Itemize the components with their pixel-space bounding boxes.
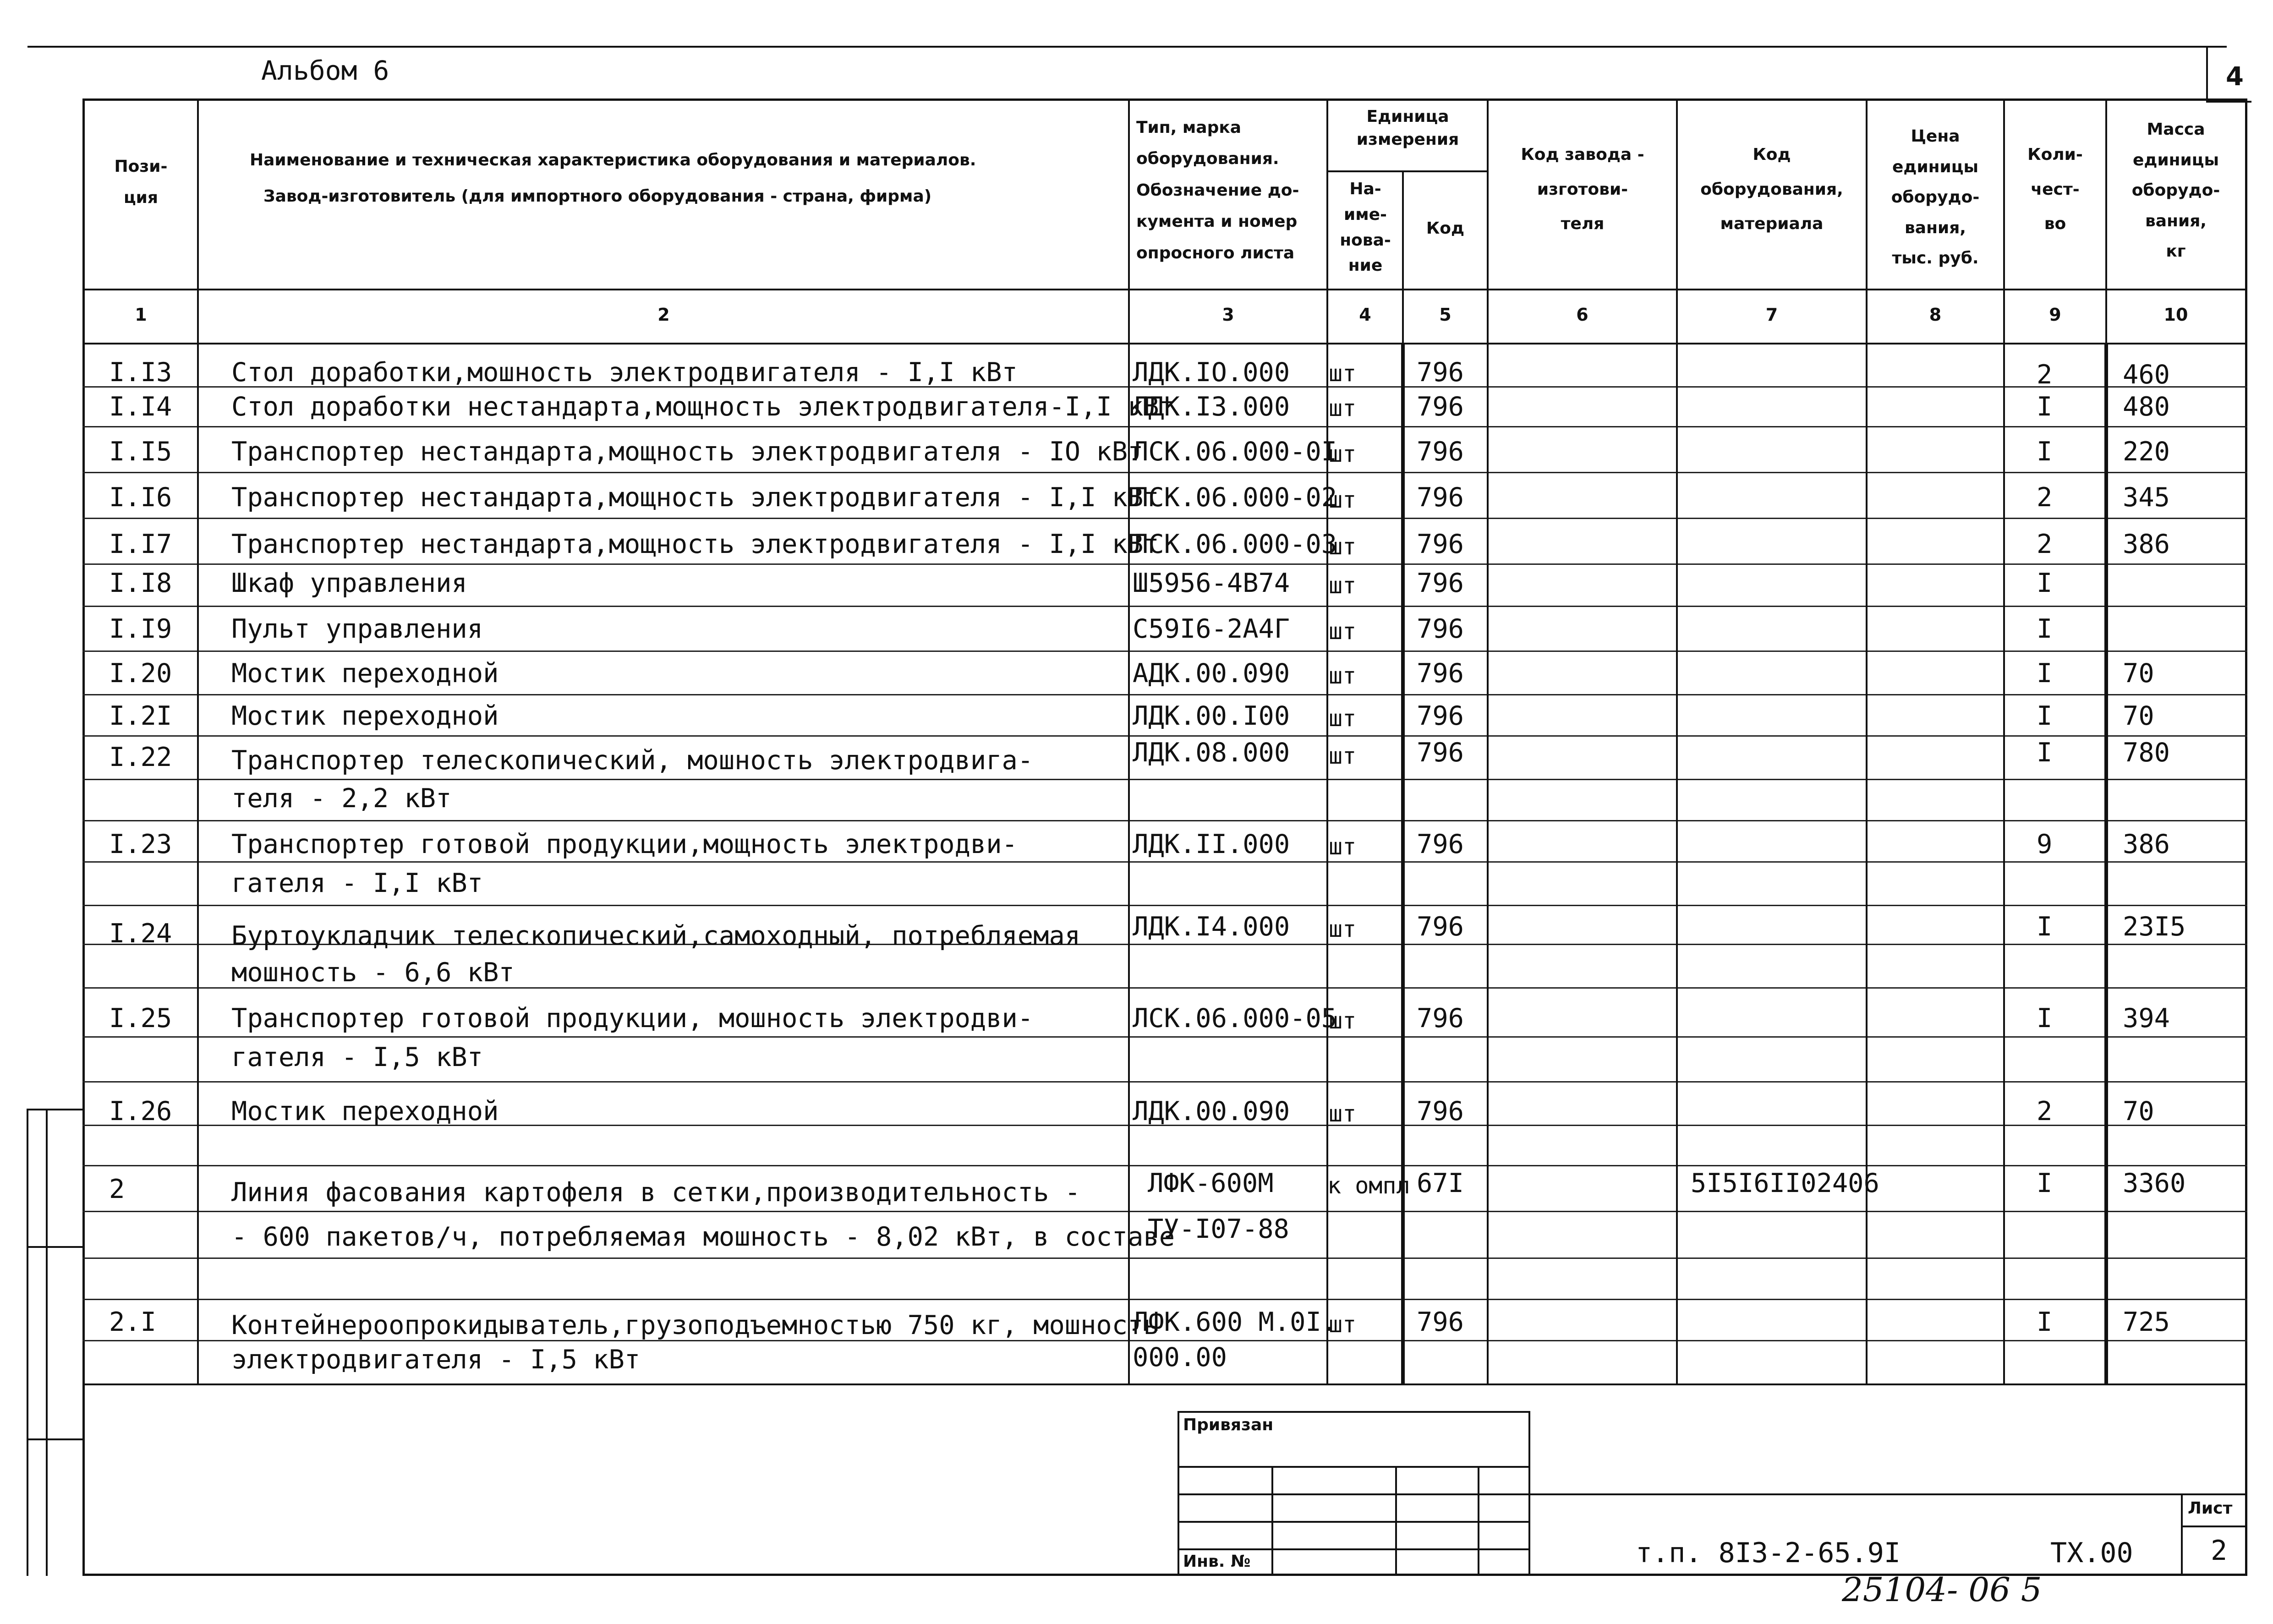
row-unit: шт bbox=[1329, 533, 1357, 560]
row-material-code: 5I5I6II02406 bbox=[1691, 1168, 1879, 1198]
row-unit-code: 796 bbox=[1417, 658, 1464, 689]
row-name: Контейнероопрокидыватель,грузоподъемностью 750 кг, мошность bbox=[231, 1310, 1159, 1340]
stamp-inventory-label: Инв. № bbox=[1183, 1552, 1251, 1571]
row-position: 2.I bbox=[109, 1307, 156, 1337]
row-unit-code: 796 bbox=[1417, 482, 1464, 513]
row-unit-code: 796 bbox=[1417, 701, 1464, 731]
row-quantity: I bbox=[2037, 738, 2053, 768]
row-unit-code: 796 bbox=[1417, 738, 1464, 768]
row-position: I.I9 bbox=[109, 614, 172, 644]
col-line bbox=[197, 98, 199, 1383]
row-position: 2 bbox=[109, 1174, 125, 1204]
row-line bbox=[82, 518, 2247, 519]
row-quantity: I bbox=[2037, 1168, 2053, 1198]
row-name: Транспортер нестандарта,мощность электродвигателя - I,I кВт bbox=[231, 529, 1159, 559]
header-type-mark: Тип, марка оборудования. Обозначение до- кумента и номер опросного листа bbox=[1136, 118, 1299, 262]
row-mark: ЛДК.IO.000 bbox=[1133, 357, 1290, 388]
row-unit: к омпл bbox=[1327, 1172, 1410, 1199]
col-number: 9 bbox=[2049, 305, 2061, 325]
row-position: I.2I bbox=[109, 701, 172, 731]
row-quantity: I bbox=[2037, 437, 2053, 467]
margin-strip-line bbox=[27, 1109, 82, 1110]
page-number: 4 bbox=[2226, 62, 2244, 92]
margin-strip-line bbox=[27, 1246, 82, 1248]
margin-strip-line bbox=[46, 1109, 48, 1576]
row-mark-continued: 000.00 bbox=[1133, 1342, 1227, 1372]
header-equipment-code: Код оборудования, материала bbox=[1700, 145, 1843, 234]
album-label: Альбом 6 bbox=[261, 55, 389, 86]
col-number: 10 bbox=[2163, 305, 2188, 325]
header-unit: Единица измерения bbox=[1356, 107, 1459, 149]
row-unit: шт bbox=[1329, 395, 1357, 421]
row-name-continued: электродвигателя - I,5 кВт bbox=[231, 1345, 641, 1375]
row-quantity: I bbox=[2037, 568, 2053, 598]
row-mass: 725 bbox=[2123, 1307, 2170, 1337]
row-line bbox=[82, 735, 2247, 737]
col-line bbox=[1128, 98, 1130, 1383]
row-unit: шт bbox=[1329, 662, 1357, 689]
row-unit: шт bbox=[1329, 441, 1357, 467]
sheet-label: Лист bbox=[2188, 1499, 2233, 1518]
row-mass: 394 bbox=[2123, 1003, 2170, 1033]
row-position: I.I7 bbox=[109, 529, 172, 559]
row-mass: 70 bbox=[2123, 1096, 2154, 1126]
row-line bbox=[82, 861, 2247, 863]
row-quantity: I bbox=[2037, 392, 2053, 422]
row-unit-code: 796 bbox=[1417, 829, 1464, 859]
row-unit-code: 796 bbox=[1417, 529, 1464, 559]
row-unit: шт bbox=[1329, 1311, 1357, 1338]
row-unit-code: 796 bbox=[1417, 1096, 1464, 1126]
row-quantity: I bbox=[2037, 614, 2053, 644]
row-unit-code: 796 bbox=[1417, 568, 1464, 598]
row-position: I.I6 bbox=[109, 482, 172, 513]
row-mark: ЛСК.06.000-03 bbox=[1133, 529, 1337, 559]
header-bottom-line bbox=[82, 289, 2247, 290]
row-name: Мостик переходной bbox=[231, 658, 499, 689]
row-unit: шт bbox=[1329, 618, 1357, 645]
row-position: I.25 bbox=[109, 1003, 172, 1033]
header-quantity: Коли- чест- во bbox=[2027, 145, 2083, 234]
col-line bbox=[1487, 98, 1489, 1383]
row-position: I.I3 bbox=[109, 357, 172, 388]
row-mass: 70 bbox=[2123, 701, 2154, 731]
row-mass: 386 bbox=[2123, 829, 2170, 859]
row-mass: 23I5 bbox=[2123, 912, 2186, 942]
header-price: Цена единицы оборудо- вания, тыс. руб. bbox=[1891, 127, 1980, 268]
row-unit: шт bbox=[1329, 833, 1357, 860]
header-position: Пози- ция bbox=[114, 157, 168, 208]
row-name: Транспортер нестандарта,мощность электродвигателя - IO кВт bbox=[231, 437, 1144, 467]
row-mark: Ш5956-4В74 bbox=[1133, 568, 1290, 598]
title-block-col bbox=[2181, 1493, 2183, 1576]
col-line-bold bbox=[1401, 343, 1405, 1383]
row-position: I.I8 bbox=[109, 568, 172, 598]
row-name: Шкаф управления bbox=[231, 568, 467, 598]
row-line bbox=[82, 1165, 2247, 1166]
col-line bbox=[2003, 98, 2005, 1383]
row-mark: ЛСК.06.000-02 bbox=[1133, 482, 1337, 513]
row-name: Мостик переходной bbox=[231, 1096, 499, 1126]
row-unit-code: 796 bbox=[1417, 1003, 1464, 1033]
stamp-col bbox=[1478, 1466, 1479, 1576]
row-mass: 345 bbox=[2123, 482, 2170, 513]
row-name-continued: гателя - I,I кВт bbox=[231, 868, 483, 898]
stamp-col bbox=[1271, 1466, 1273, 1576]
row-mass: 480 bbox=[2123, 392, 2170, 422]
col-number: 7 bbox=[1765, 305, 1778, 325]
row-mark: ЛДК.00.I00 bbox=[1133, 701, 1290, 731]
row-name: Мостик переходной bbox=[231, 701, 499, 731]
row-line bbox=[82, 606, 2247, 607]
row-mass: 780 bbox=[2123, 738, 2170, 768]
row-line bbox=[82, 1211, 2247, 1212]
row-unit-code: 796 bbox=[1417, 614, 1464, 644]
row-mark: ЛДК.00.090 bbox=[1133, 1096, 1290, 1126]
title-block-line bbox=[1530, 1493, 2247, 1495]
col-number: 1 bbox=[135, 305, 147, 325]
row-mark-continued: ТУ-I07-88 bbox=[1148, 1214, 1289, 1244]
row-line bbox=[82, 1036, 2247, 1038]
row-position: I.I5 bbox=[109, 437, 172, 467]
title-block-line bbox=[2181, 1526, 2247, 1527]
row-mark: ЛФК.600 М.0I. bbox=[1133, 1307, 1337, 1337]
col-number: 5 bbox=[1439, 305, 1451, 325]
row-mark: АДК.00.090 bbox=[1133, 658, 1290, 689]
row-name: Транспортер телескопический, мошность электродвига- bbox=[231, 745, 1034, 776]
row-mark: ЛДК.I4.000 bbox=[1133, 912, 1290, 942]
col-line-bold bbox=[2104, 343, 2108, 1383]
row-line bbox=[82, 694, 2247, 695]
row-quantity: 9 bbox=[2037, 829, 2053, 859]
col-number: 4 bbox=[1359, 305, 1371, 325]
header-plant-code: Код завода - изготови- теля bbox=[1521, 145, 1644, 234]
row-name: Буртоукладчик телескопический,самоходный, потребляемая bbox=[231, 921, 1081, 951]
col-number: 2 bbox=[657, 305, 670, 325]
row-position: I.26 bbox=[109, 1096, 172, 1126]
row-name: Транспортер готовой продукции,мощность электродви- bbox=[231, 829, 1018, 859]
row-quantity: I bbox=[2037, 1003, 2053, 1033]
row-unit: шт bbox=[1329, 743, 1357, 769]
table-bottom-line bbox=[82, 1383, 2247, 1385]
row-mark: С59I6-2А4Г bbox=[1133, 614, 1290, 644]
row-quantity: I bbox=[2037, 658, 2053, 689]
row-mass: 386 bbox=[2123, 529, 2170, 559]
row-line bbox=[82, 1258, 2247, 1259]
row-quantity: I bbox=[2037, 701, 2053, 731]
row-name: Транспортер готовой продукции, мошность электродви- bbox=[231, 1003, 1034, 1033]
row-mass: 460 bbox=[2123, 360, 2170, 390]
row-mark: ЛДК.08.000 bbox=[1133, 738, 1290, 768]
row-mark: ЛДК.II.000 bbox=[1133, 829, 1290, 859]
row-unit-code: 796 bbox=[1417, 392, 1464, 422]
row-position: I.22 bbox=[109, 742, 172, 772]
header-unit-name: На- име- нова- ние bbox=[1340, 180, 1391, 275]
handwritten-number: 25104- 06 5 bbox=[1842, 1570, 2042, 1609]
row-unit: шт bbox=[1329, 360, 1357, 387]
row-unit: шт bbox=[1329, 1007, 1357, 1034]
row-line bbox=[82, 472, 2247, 473]
row-mark: ЛСК.06.000-05 bbox=[1133, 1003, 1337, 1033]
colnum-bottom-line bbox=[82, 343, 2247, 344]
row-name-continued: теля - 2,2 кВт bbox=[231, 783, 452, 814]
row-quantity: 2 bbox=[2037, 529, 2053, 559]
row-mass: 220 bbox=[2123, 437, 2170, 467]
col-number: 8 bbox=[1929, 305, 1942, 325]
stamp-col bbox=[1395, 1466, 1397, 1576]
margin-strip-line bbox=[27, 1109, 28, 1576]
row-unit-code: 796 bbox=[1417, 357, 1464, 388]
row-mass: 70 bbox=[2123, 658, 2154, 689]
row-line bbox=[82, 905, 2247, 906]
row-unit: шт bbox=[1329, 1100, 1357, 1127]
row-name-continued: мошность - 6,6 кВт bbox=[231, 957, 515, 988]
row-name: Стол доработки,мошность электродвигателя - I,I кВт bbox=[231, 357, 1018, 388]
row-name: Пульт управления bbox=[231, 614, 483, 644]
unit-header-divider bbox=[1326, 170, 1487, 172]
header-name: Наименование и техническая характеристика оборудования и материалов. Завод-изготовитель (для импортного оборудования - страна, фирма) bbox=[250, 151, 976, 206]
row-unit-code: 796 bbox=[1417, 912, 1464, 942]
row-name-continued: гателя - I,5 кВт bbox=[231, 1042, 483, 1072]
header-mass: Масса единицы оборудо- вания, кг bbox=[2131, 120, 2220, 261]
row-line bbox=[82, 426, 2247, 427]
row-name-continued: - 600 пакетов/ч, потребляемая мошность - 8,02 кВт, в составе bbox=[231, 1222, 1175, 1252]
col-number: 3 bbox=[1222, 305, 1234, 325]
row-unit: шт bbox=[1329, 705, 1357, 732]
row-name: Линия фасования картофеля в сетки,производительность - bbox=[231, 1177, 1081, 1208]
row-name: Стол доработки нестандарта,мощность электродвигателя-I,I кВт bbox=[231, 392, 1175, 422]
row-mass: 3360 bbox=[2123, 1168, 2186, 1198]
row-unit-code: 796 bbox=[1417, 437, 1464, 467]
row-quantity: 2 bbox=[2037, 1096, 2053, 1126]
row-unit-code: 796 bbox=[1417, 1307, 1464, 1337]
stamp-privyazan-label: Привязан bbox=[1183, 1416, 1274, 1434]
row-unit: шт bbox=[1329, 487, 1357, 513]
row-line bbox=[82, 1299, 2247, 1300]
row-quantity: I bbox=[2037, 1307, 2053, 1337]
row-line bbox=[82, 820, 2247, 821]
col-number: 6 bbox=[1576, 305, 1588, 325]
header-unit-code: Код bbox=[1426, 219, 1465, 238]
row-mark: ЛСК.06.000-0I bbox=[1133, 437, 1337, 467]
row-position: I.24 bbox=[109, 919, 172, 949]
row-position: I.23 bbox=[109, 829, 172, 859]
row-quantity: 2 bbox=[2037, 482, 2053, 513]
row-line bbox=[82, 779, 2247, 780]
row-unit: шт bbox=[1329, 916, 1357, 942]
row-mark: ЛДК.I3.000 bbox=[1133, 392, 1290, 422]
row-quantity: I bbox=[2037, 912, 2053, 942]
document-code: ТХ.00 bbox=[2050, 1537, 2133, 1569]
col-line bbox=[1676, 98, 1678, 1383]
row-line bbox=[82, 1081, 2247, 1083]
row-unit-code: 67I bbox=[1417, 1168, 1464, 1198]
row-line bbox=[82, 563, 2247, 565]
row-name: Транспортер нестандарта,мощность электродвигателя - I,I кВт bbox=[231, 482, 1159, 513]
row-line bbox=[82, 651, 2247, 652]
document-number: т.п. 8I3-2-65.9I bbox=[1636, 1537, 1901, 1569]
row-mark: ЛФК-600М bbox=[1148, 1168, 1274, 1198]
margin-strip-line bbox=[27, 1438, 82, 1440]
sheet-number: 2 bbox=[2211, 1535, 2228, 1567]
top-rule bbox=[27, 46, 2227, 48]
row-quantity: 2 bbox=[2037, 360, 2053, 390]
row-unit: шт bbox=[1329, 572, 1357, 599]
row-position: I.I4 bbox=[109, 392, 172, 422]
row-position: I.20 bbox=[109, 658, 172, 689]
